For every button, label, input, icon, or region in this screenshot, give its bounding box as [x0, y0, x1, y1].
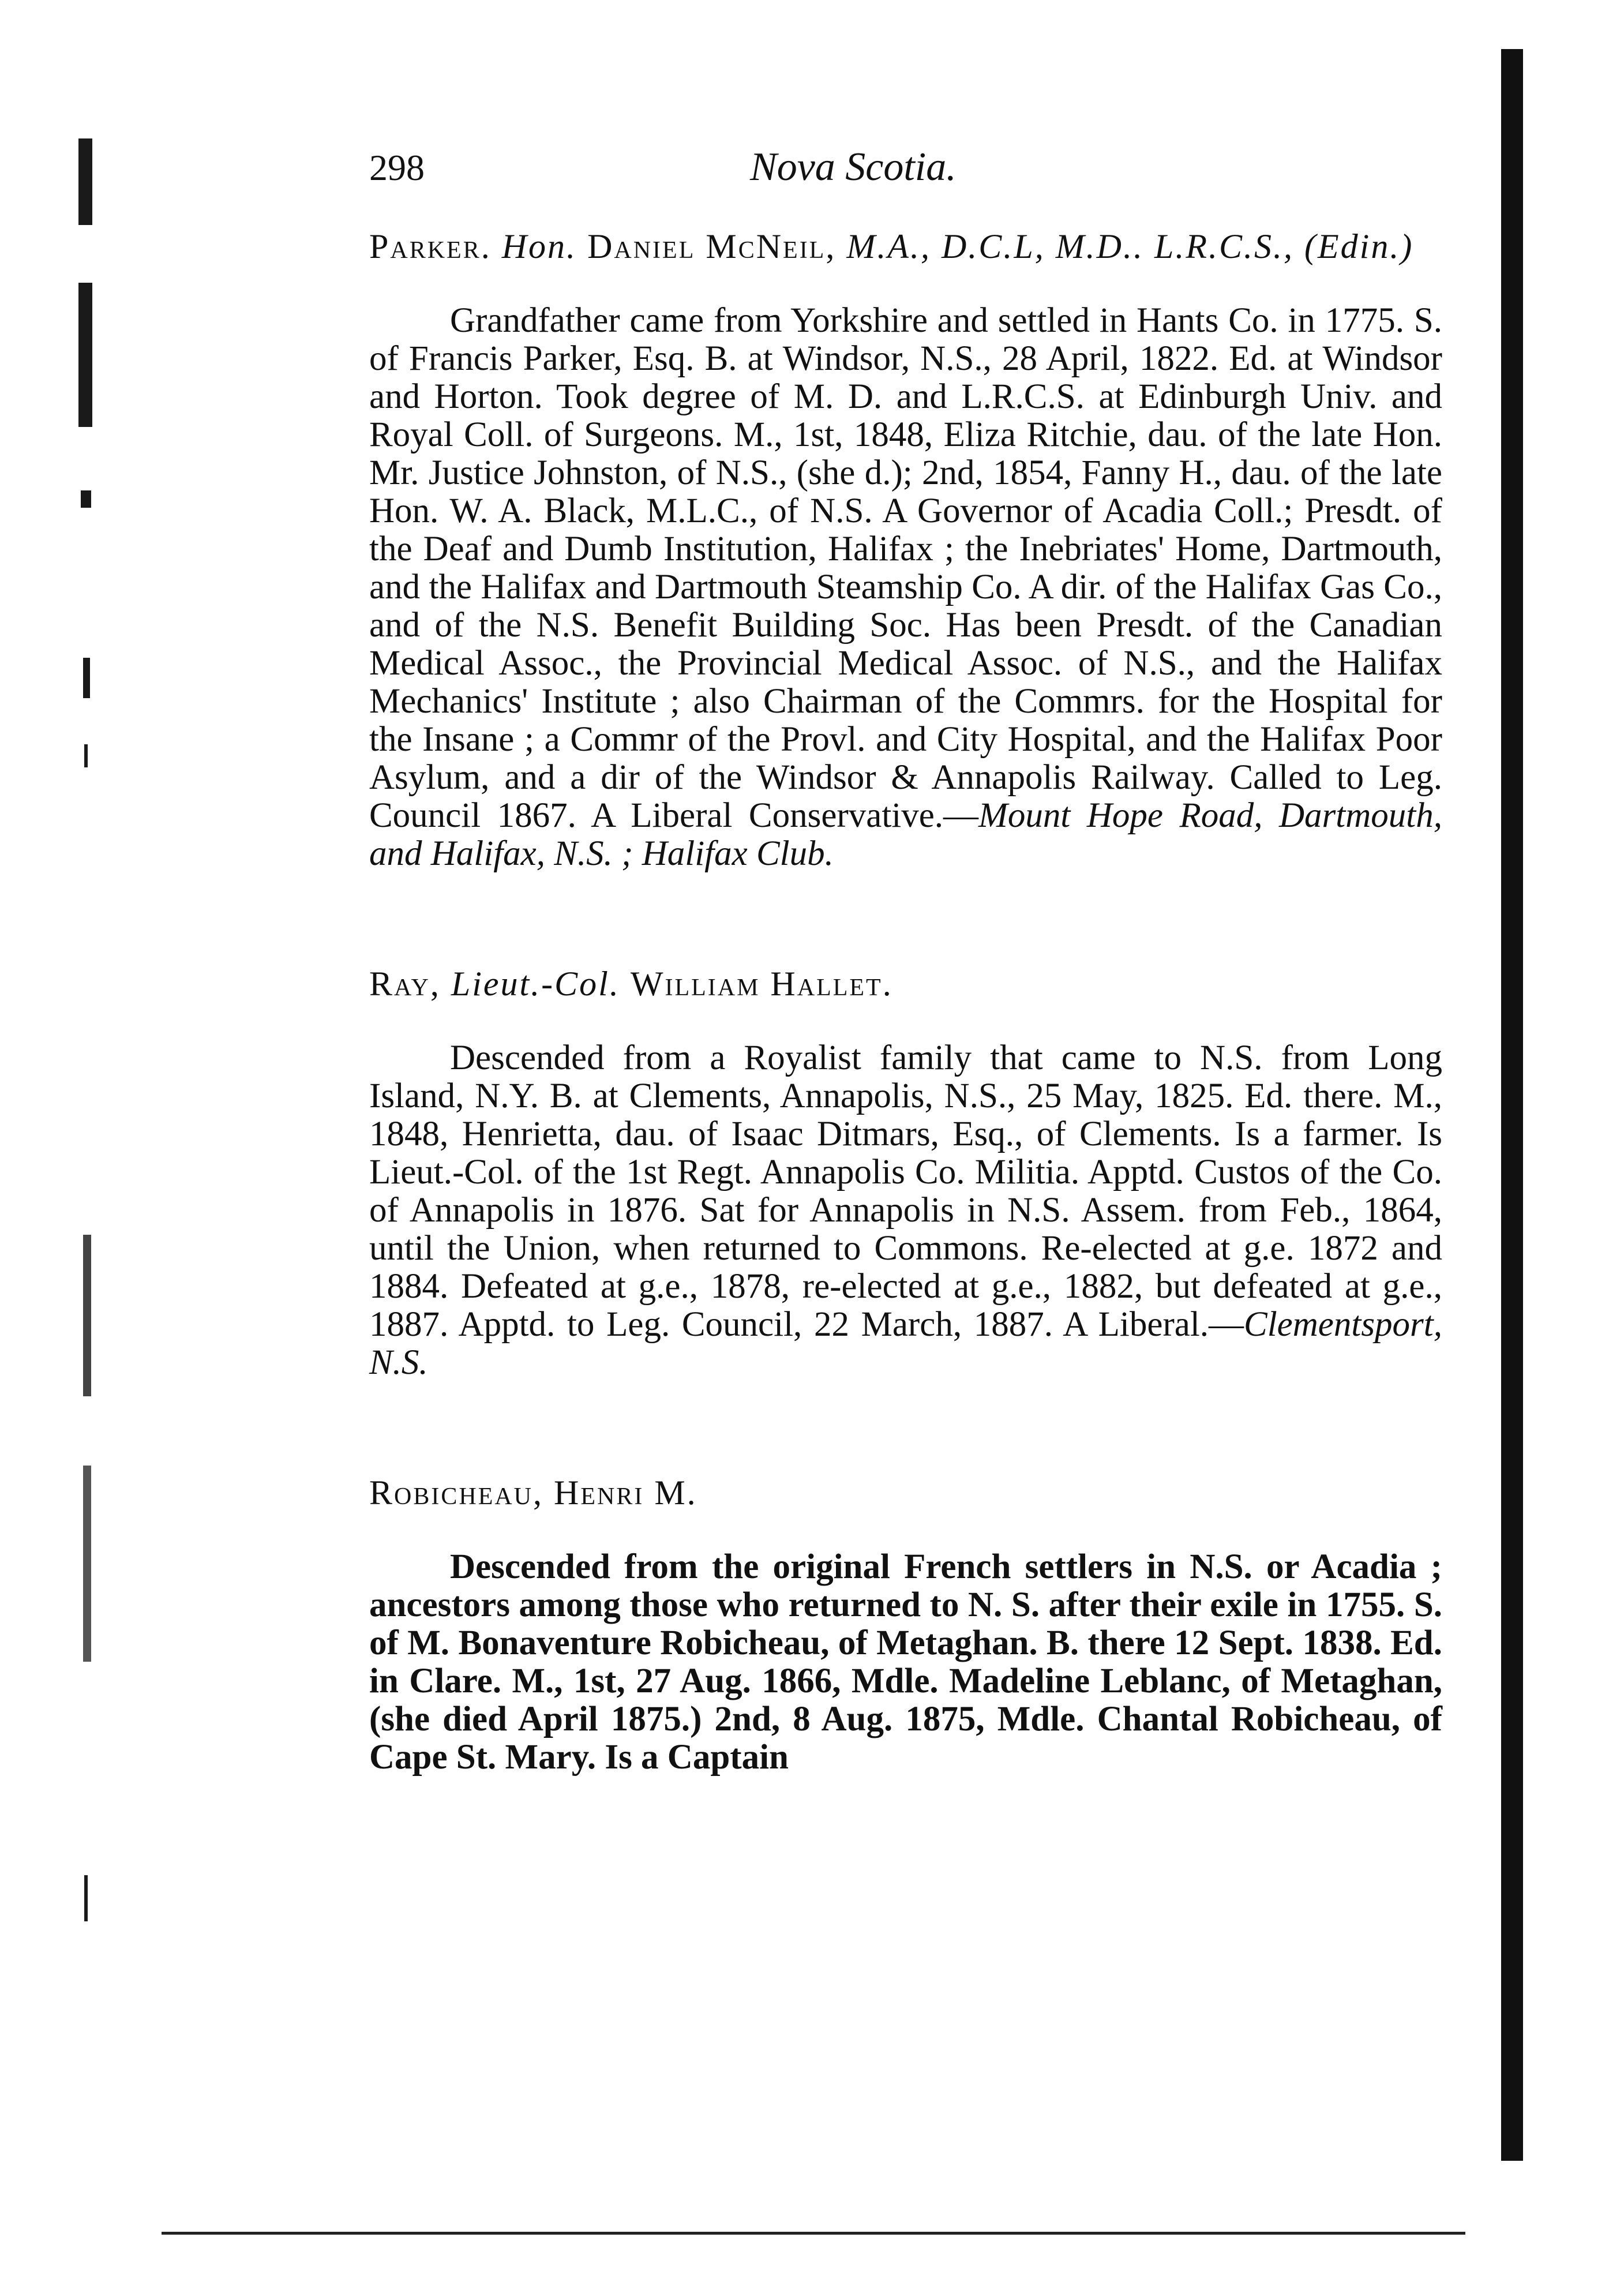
entry-heading: Parker. Hon. Daniel McNeil, M.A., D.C.L, M.D.. L.R.C.S., (Edin.): [369, 227, 1414, 265]
biography-entry: [369, 960, 1442, 1382]
entry-name: Robicheau, Henri M.: [369, 1474, 697, 1512]
entry-heading: [369, 960, 1442, 1008]
entry-heading: [369, 1468, 1442, 1517]
entry-credentials: M.A., D.C.L, M.D.. L.R.C.S., (Edin.): [846, 227, 1414, 265]
entry-surname: Parker: [369, 227, 481, 265]
entry-title: Hon.: [501, 227, 577, 265]
entry-address: Mount Hope Road, Dartmouth, and Halifax, N.S. ; Halifax Club.: [369, 796, 1442, 873]
entry-body: Descended from the original French settlers in N.S. or Acadia ; ancestors among those who returned to N. S. after their exile in 1755. S. of M. Bonaventure Robicheau, of Metaghan. B. there 12 Sept. 1838. Ed. in Clare. M., 1st, 27 Aug. 1866, Mdle. Madeline Leblanc, of Metaghan, (she died April 1875.) 2nd, 8 Aug. 1875, Mdle. Chantal Robicheau, of Cape St. Mary. Is a Captain: [369, 1547, 1442, 1777]
page-bottom-edge: [162, 2232, 1465, 2235]
page-number: 298: [369, 147, 425, 188]
biography-entry: [369, 1468, 1442, 1777]
entry-title: Lieut.-Col.: [451, 965, 620, 1003]
entry-given-names: William Hallet.: [630, 965, 893, 1003]
entry-text: [369, 302, 1442, 873]
running-title: Nova Scotia.: [750, 145, 957, 189]
entry-body: Grandfather came from Yorkshire and settled in Hants Co. in 1775. S. of Francis Parker, Esq. B. at Windsor, N.S., 28 April, 1822. Ed. at Windsor and Horton. Took degree of M. D. and L.R.C.S. at Edinburgh Univ. and Royal Coll. of Surgeons. M., 1st, 1848, Eliza Ritchie, dau. of the late Hon. Mr. Justice Johnston, of N.S., (she d.); 2nd, 1854, Fanny H., dau. of the late Hon. W. A. Black, M.L.C., of N.S. A Governor of Acadia Coll.; Presdt. of the Deaf and Dumb Institution, Halifax ; the Inebriates' Home, Dartmouth, and the Halifax and Dartmouth Steamship Co. A dir. of the Halifax Gas Co., and of the N.S. Benefit Building Soc. Has been Presdt. of the Canadian Medical Assoc., the Provincial Medical Assoc. of N.S., and the Halifax Mechanics' Institute ; also Chairman of the Commrs. for the Hospital for the Insane ; a Commr of the Provl. and City Hospital, and the Halifax Poor Asylum, and a dir of the Windsor & Annapolis Railway. Called to Leg. Council 1867. A Liberal Conservative.—: [369, 301, 1442, 835]
entry-address: Clementsport, N.S.: [369, 1305, 1442, 1382]
page-body: [369, 222, 1442, 1863]
entry-surname: Ray,: [369, 965, 441, 1003]
biography-entry: [369, 222, 1442, 873]
entry-given-names: Daniel McNeil,: [587, 227, 837, 265]
entry-text: [369, 1039, 1442, 1382]
entry-text: [369, 1548, 1442, 1777]
binding-shadow: [1501, 49, 1523, 2161]
entry-body: Descended from a Royalist family that came to N.S. from Long Island, N.Y. B. at Clements, Annapolis, N.S., 25 May, 1825. Ed. there. M., 1848, Henrietta, dau. of Isaac Ditmars, Esq., of Clements. Is a farmer. Is Lieut.-Col. of the 1st Regt. Annapolis Co. Militia. Apptd. Custos of the Co. of Annapolis in 1876. Sat for Annapolis in N.S. Assem. from Feb., 1864, until the Union, when returned to Commons. Re-elected at g.e. 1872 and 1884. Defeated at g.e., 1878, re-elected at g.e., 1882, but defeated at g.e., 1887. Apptd. to Leg. Council, 22 March, 1887. A Liberal.—: [369, 1039, 1442, 1344]
scan-edge-artifact: [81, 52, 96, 2071]
